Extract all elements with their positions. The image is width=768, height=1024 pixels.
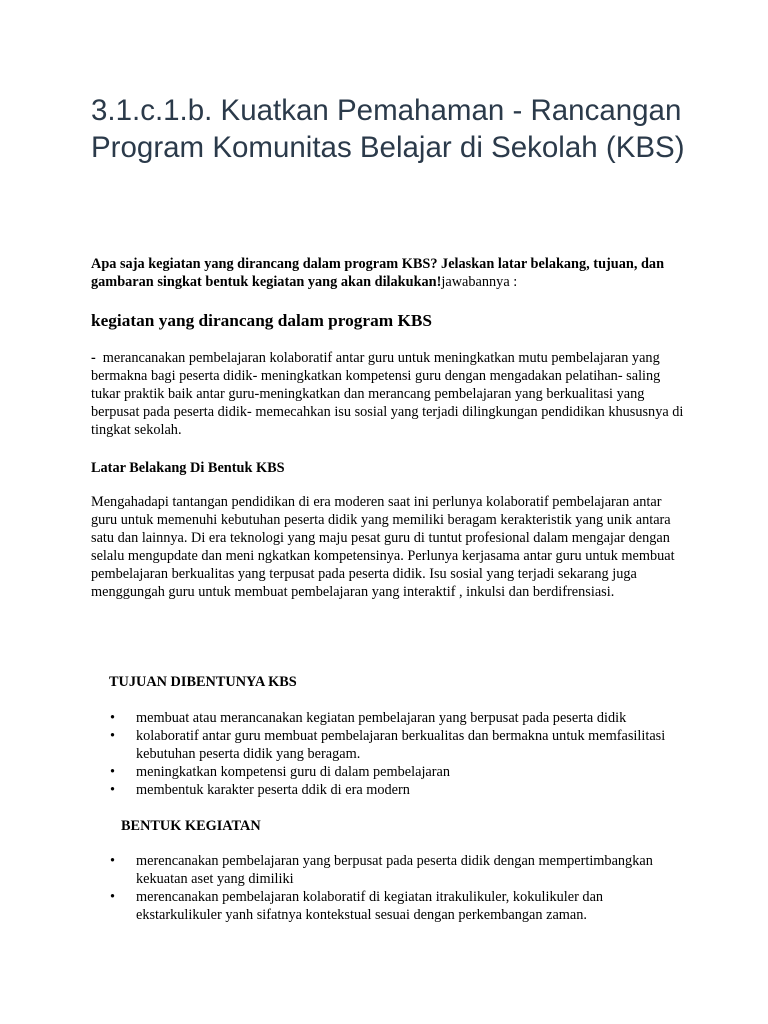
list-item <box>110 888 670 924</box>
bullet-icon: • <box>110 853 116 869</box>
bullet-icon: • <box>110 710 116 726</box>
answer-label: jawabannya : <box>441 274 518 290</box>
list-item <box>110 727 670 763</box>
kegiatan-text: merancanakan pembelajaran kolaboratif antar guru untuk meningkatkan mutu pembelajaran yang bermakna bagi peserta didik- meningkatkan kompetensi guru dengan mengadakan pelatihan- saling tukar praktik baik antar guru-meningkatkan dan merancang pembelajaran yang berkualitasi yang berpusat pada peserta didik- memecahkan isu sosial yang terjadi dilingkungan pendidikan khususnya di tingkat sekolah. <box>91 350 684 438</box>
list-item <box>110 781 670 799</box>
bullet-icon: • <box>110 782 116 798</box>
list-item-text: membentuk karakter peserta ddik di era modern <box>136 782 410 798</box>
tujuan-heading: TUJUAN DIBENTUNYA KBS <box>109 674 297 690</box>
list-item-text: merencanakan pembelajaran yang berpusat pada peserta didik dengan mempertimbangkan kekuatan aset yang dimiliki <box>136 853 653 887</box>
tujuan-list <box>110 709 670 799</box>
list-item-text: kolaboratif antar guru membuat pembelajaran berkualitas dan bermakna untuk memfasilitasi kebutuhan peserta didik yang beragam. <box>136 728 666 762</box>
page-title: 3.1.c.1.b. Kuatkan Pemahaman - Rancangan Program Komunitas Belajar di Sekolah (KBS) <box>91 94 685 164</box>
kegiatan-heading: kegiatan yang dirancang dalam program KBS <box>91 311 433 330</box>
dash-marker: - <box>91 350 96 366</box>
list-item <box>110 763 670 781</box>
question-text: Apa saja kegiatan yang dirancang dalam program KBS? Jelaskan latar belakang, tujuan, dan gambaran singkat bentuk kegiatan yang akan dilakukan! <box>91 256 665 290</box>
list-item-text: meningkatkan kompetensi guru di dalam pembelajaran <box>136 764 451 780</box>
list-item-text: merencanakan pembelajaran kolaboratif di kegiatan itrakulikuler, kokulikuler dan ekstarkulikuler yanh sifatnya kontekstual sesuai dengan perkembangan zaman. <box>136 889 604 923</box>
latar-heading: Latar Belakang Di Bentuk KBS <box>91 460 285 476</box>
bentuk-heading: BENTUK KEGIATAN <box>121 818 261 834</box>
list-item <box>110 852 670 888</box>
bullet-icon: • <box>110 728 116 744</box>
question-paragraph <box>91 255 691 291</box>
bentuk-list <box>110 852 670 924</box>
latar-paragraph: Mengahadapi tantangan pendidikan di era moderen saat ini perlunya kolaboratif pembelajaran antar guru untuk memenuhi kebutuhan peserta didik yang memiliki beragam kerakteristik yang unik antara satu dan lainnya. Di era teknologi yang maju pesat guru di tuntut profesional dalam mengajar dengan selalu mengupdate dan meni ngkatkan kompetensinya. Perlunya kerjasama antar guru untuk membuat pembelajaran berkualitas yang terpusat pada peserta didik. Isu sosial yang terjadi sekarang juga menggungah guru untuk membuat pembelajaran yang interaktif , inkulsi dan berdifrensiasi. <box>91 494 675 600</box>
kegiatan-paragraph <box>91 349 691 439</box>
list-item <box>110 709 670 727</box>
bullet-icon: • <box>110 764 116 780</box>
list-item-text: membuat atau merancanakan kegiatan pembelajaran yang berpusat pada peserta didik <box>136 710 627 726</box>
bullet-icon: • <box>110 889 116 905</box>
